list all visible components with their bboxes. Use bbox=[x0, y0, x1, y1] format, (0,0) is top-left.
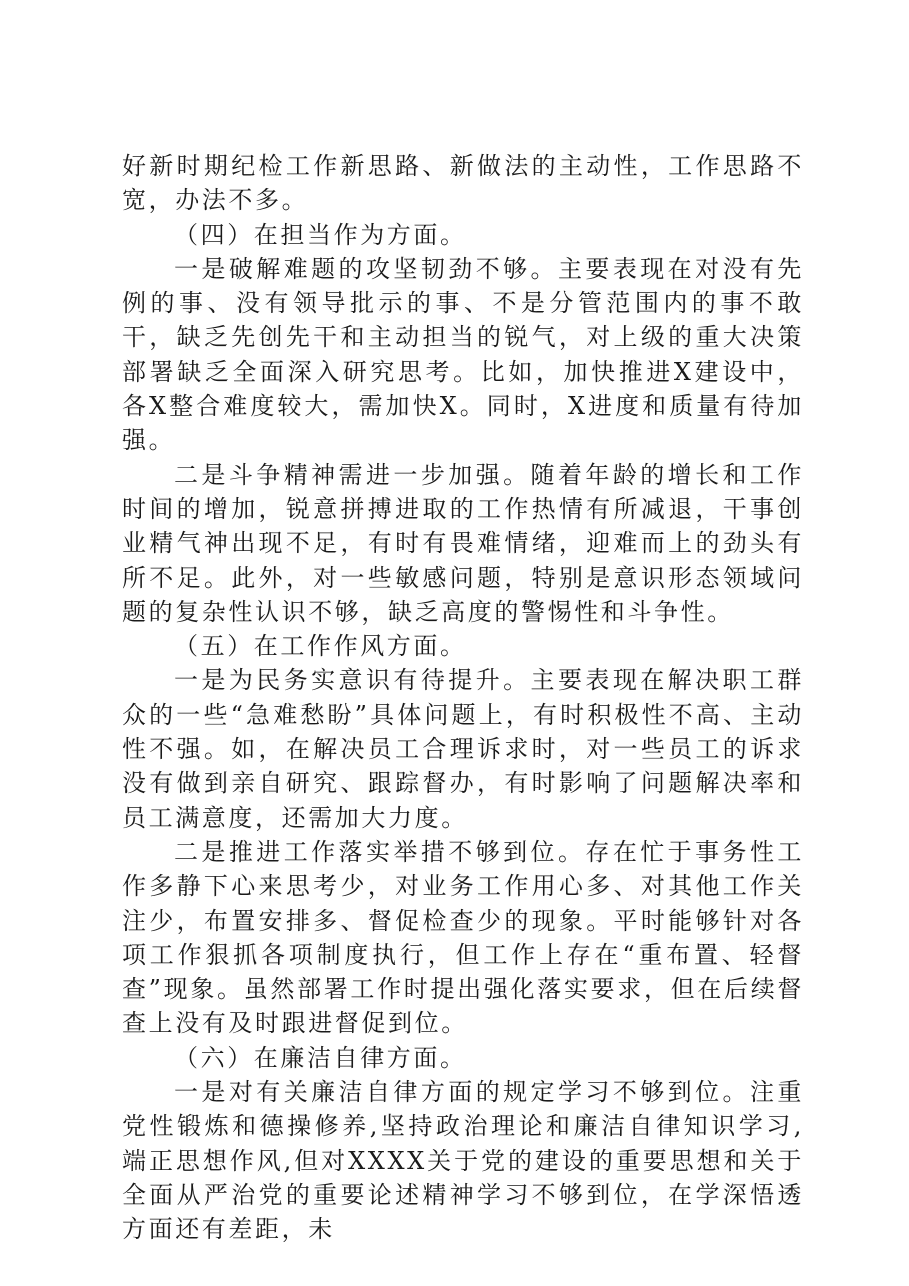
paragraph: 一是破解难题的攻坚韧劲不够。主要表现在对没有先例的事、没有领导批示的事、不是分管范围内的事不敢干，缺乏先创先干和主动担当的锐气，对上级的重大决策部署缺乏全面深入研究思考。比如，加快推进X建设中，各X整合难度较大，需加快X。同时，X进度和质量有待加强。 bbox=[122, 254, 804, 455]
paragraph-continuation: 好新时期纪检工作新思路、新做法的主动性，工作思路不宽，办法不多。 bbox=[122, 152, 804, 215]
document-body bbox=[122, 149, 804, 1247]
paragraph: 一是为民务实意识有待提升。主要表现在解决职工群众的一些“急难愁盼”具体问题上，有时积极性不高、主动性不强。如，在解决员工合理诉求时，对一些员工的诉求没有做到亲自研究、跟踪督办，有时影响了问题解决率和员工满意度，还需加大力度。 bbox=[122, 666, 804, 832]
paragraph: 一是对有关廉洁自律方面的规定学习不够到位。注重党性锻炼和德操修养,坚持政治理论和廉洁自律知识学习,端正思想作风,但对XXXX关于党的建设的重要思想和关于全面从严治党的重要论述精神学习不够到位，在学深悟透方面还有差距，未 bbox=[122, 1078, 804, 1244]
paragraph: 二是斗争精神需进一步加强。随着年龄的增长和工作时间的增加，锐意拼搏进取的工作热情有所减退，干事创业精气神出现不足，有时有畏难情绪，迎难而上的劲头有所不足。此外，对一些敏感问题，特别是意识形态领域问题的复杂性认识不够，缺乏高度的警惕性和斗争性。 bbox=[122, 460, 804, 626]
paragraph: 二是推进工作落实举措不够到位。存在忙于事务性工作多静下心来思考少，对业务工作用心多、对其他工作关注少，布置安排多、督促检查少的现象。平时能够针对各项工作狠抓各项制度执行，但工作上存在“重布置、轻督查”现象。虽然部署工作时提出强化落实要求，但在后续督查上没有及时跟进督促到位。 bbox=[122, 837, 804, 1038]
section-heading-4: （四）在担当作为方面。 bbox=[174, 220, 467, 249]
section-heading-5: （五）在工作作风方面。 bbox=[174, 632, 467, 661]
section-heading-6: （六）在廉洁自律方面。 bbox=[174, 1043, 467, 1072]
